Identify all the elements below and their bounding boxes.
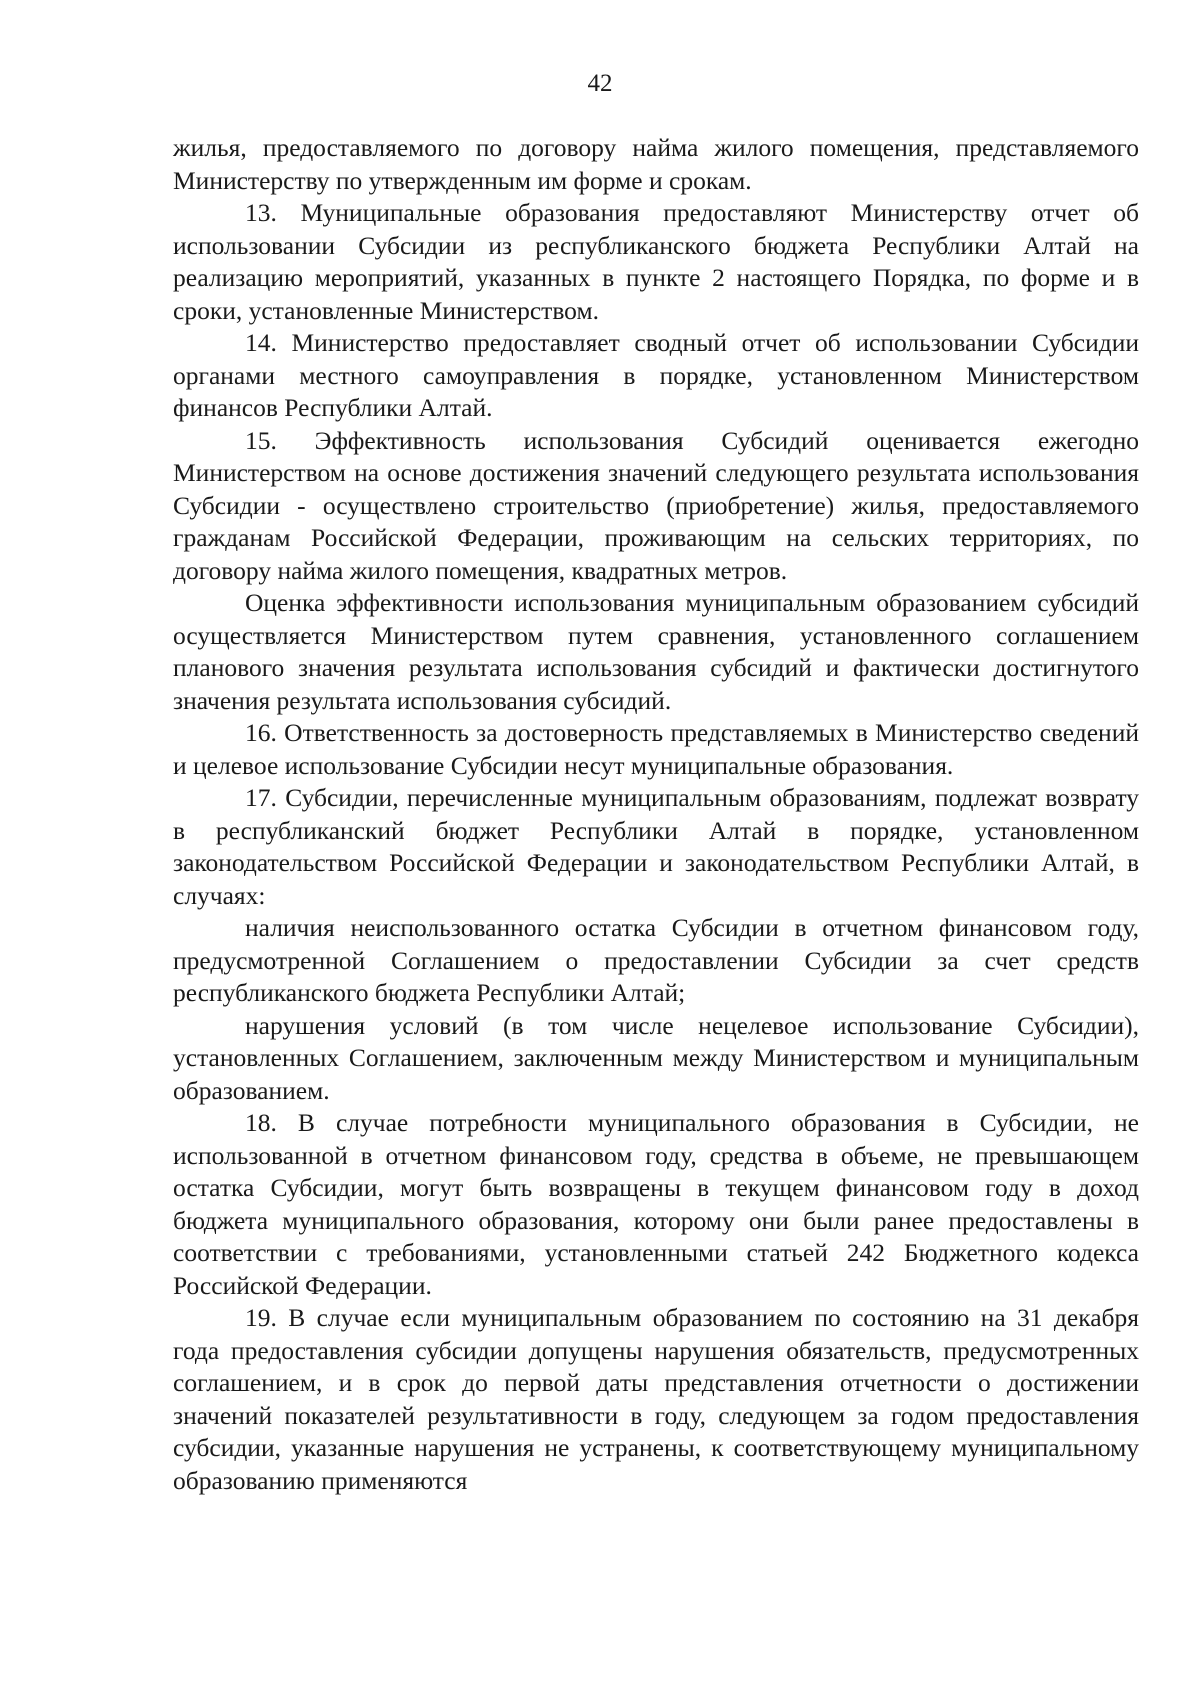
paragraph-14: 14. Министерство предоставляет сводный отчет об использовании Субсидии органами местного самоуправления в порядке, установленном Министерством финансов Республики Алтай. (173, 328, 1139, 422)
document-body (173, 132, 1139, 1497)
paragraph-17-case-1: наличия неиспользованного остатка Субсидии в отчетном финансовом году, предусмотренной Соглашением о предоставлении Субсидии за счет средств республиканского бюджета Республики Алтай; (173, 913, 1139, 1007)
paragraph-continuation: жилья, предоставляемого по договору найма жилого помещения, представляемого Министерству по утвержденным им форме и срокам. (173, 133, 1139, 195)
paragraph-17: 17. Субсидии, перечисленные муниципальным образованиям, подлежат возврату в республиканский бюджет Республики Алтай в порядке, установленном законодательством Российской Федерации и законодательством Республики Алтай, в случаях: (173, 783, 1139, 910)
paragraph-13: 13. Муниципальные образования предоставляют Министерству отчет об использовании Субсидии из республиканского бюджета Республики Алтай на реализацию мероприятий, указанных в пункте 2 настоящего Порядка, по форме и в сроки, установленные Министерством. (173, 198, 1139, 325)
paragraph-19: 19. В случае если муниципальным образованием по состоянию на 31 декабря года предоставления субсидии допущены нарушения обязательств, предусмотренных соглашением, и в срок до первой даты представления отчетности о достижении значений показателей результативности в году, следующем за годом предоставления субсидии, указанные нарушения не устранены, к соответствующему муниципальному образованию применяются (173, 1303, 1139, 1495)
paragraph-17-case-2: нарушения условий (в том числе нецелевое использование Субсидии), установленных Соглашением, заключенным между Министерством и муниципальным образованием. (173, 1010, 1139, 1105)
paragraph-18: 18. В случае потребности муниципального образования в Субсидии, не использованной в отчетном финансовом году, средства в объеме, не превышающем остатка Субсидии, могут быть возвращены в текущем финансовом году в доход бюджета муниципального образования, которому они были ранее предоставлены в соответствии с требованиями, установленными статьей 242 Бюджетного кодекса Российской Федерации. (173, 1108, 1139, 1300)
page-number: 42 (587, 70, 613, 97)
paragraph-15: 15. Эффективность использования Субсидий оценивается ежегодно Министерством на основе достижения значений следующего результата использования Субсидии - осуществлено строительство (приобретение) жилья, предоставляемого гражданам Российской Федерации, проживающим на сельских территориях, по договору найма жилого помещения, квадратных метров. (173, 425, 1139, 585)
paragraph-16: 16. Ответственность за достоверность представляемых в Министерство сведений и целевое использование Субсидии несут муниципальные образования. (173, 718, 1139, 780)
paragraph-15-evaluation: Оценка эффективности использования муниципальным образованием субсидий осуществляется Министерством путем сравнения, установленного соглашением планового значения результата использования субсидий и фактически достигнутого значения результата использования субсидий. (173, 588, 1139, 715)
